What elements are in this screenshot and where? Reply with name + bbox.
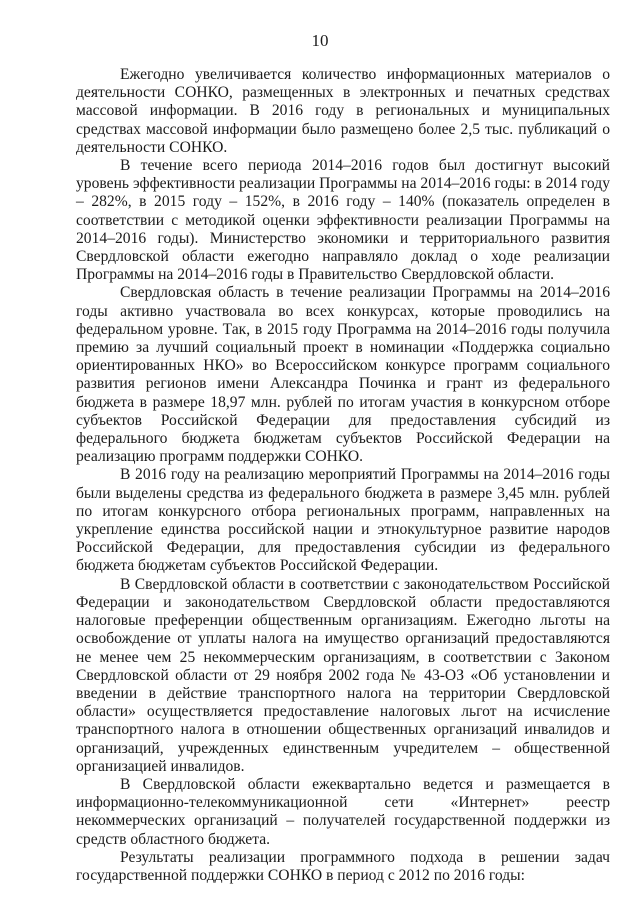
paragraph-tax-preferences: В Свердловской области в соответствии с законодательством Российской Федерации и законодательством Свердловской области предоставляются налоговые преференции общественным организациям. Ежегодно льготы на освобождение от уплаты налога на имущество организаций предоставляются не менее чем 25 некоммерческим организациям, в соответствии с Законом Свердловской области от 29 ноября 2002 года № 43-ОЗ «Об установлении и введении в действие транспортного налога на территории Свердловской области» осуществляется предоставление налоговых льгот на исчисление транспортного налога в отношении общественных организаций инвалидов и организаций, учрежденных единственным учредителем – общественной организацией инвалидов. [76, 575, 610, 775]
paragraph-federal-contests: Свердловская область в течение реализации Программы на 2014–2016 годы активно участвовала во всех конкурсах, которые проводились на федеральном уровне. Так, в 2015 году Программа на 2014–2016 годы получила премию за лучший социальный проект в номинации «Поддержка социально ориентированных НКО» во Всероссийском конкурсе программ социального развития регионов имени Александра Починка и грант из федерального бюджета в размере 18,97 млн. рублей по итогам участия в конкурсном отборе субъектов Российской Федерации для предоставления субсидий из федерального бюджета бюджетам субъектов Российской Федерации на реализацию программ поддержки СОНКО. [76, 284, 610, 466]
paragraph-media-publications: Ежегодно увеличивается количество информационных материалов о деятельности СОНКО, размещенных в электронных и печатных средствах массовой информации. В 2016 году в региональных и муниципальных средствах массовой информации было размещено более 2,5 тыс. публикаций о деятельности СОНКО. [76, 66, 610, 156]
page-number: 10 [311, 31, 329, 50]
paragraph-ngo-registry: В Свердловской области ежеквартально ведется и размещается в информационно-телекоммуникационной сети «Интернет» реестр некоммерческих организаций – получателей государственной поддержки из средств областного бюджета. [76, 775, 610, 848]
paragraph-results-intro: Результаты реализации программного подхода в решении задач государственной поддержки СОНКО в период с 2012 по 2016 годы: [76, 848, 610, 884]
paragraph-federal-funding-2016: В 2016 году на реализацию мероприятий Программы на 2014–2016 годы были выделены средства из федерального бюджета в размере 3,45 млн. рублей по итогам конкурсного отбора региональных программ, направленных на укрепление единства российской нации и этнокультурное развитие народов Российской Федерации, для предоставления субсидии из федерального бюджета бюджетам субъектов Российской Федерации. [76, 466, 610, 575]
paragraph-program-efficiency: В течение всего периода 2014–2016 годов был достигнут высокий уровень эффективности реализации Программы на 2014–2016 годы: в 2014 году – 282%, в 2015 году – 152%, в 2016 году – 140% (показатель определен в соответствии с методикой оценки эффективности реализации Программы на 2014–2016 годы). Министерство экономики и территориального развития Свердловской области ежегодно направляло доклад о ходе реализации Программы на 2014–2016 годы в Правительство Свердловской области. [76, 157, 610, 284]
document-body [76, 66, 610, 885]
